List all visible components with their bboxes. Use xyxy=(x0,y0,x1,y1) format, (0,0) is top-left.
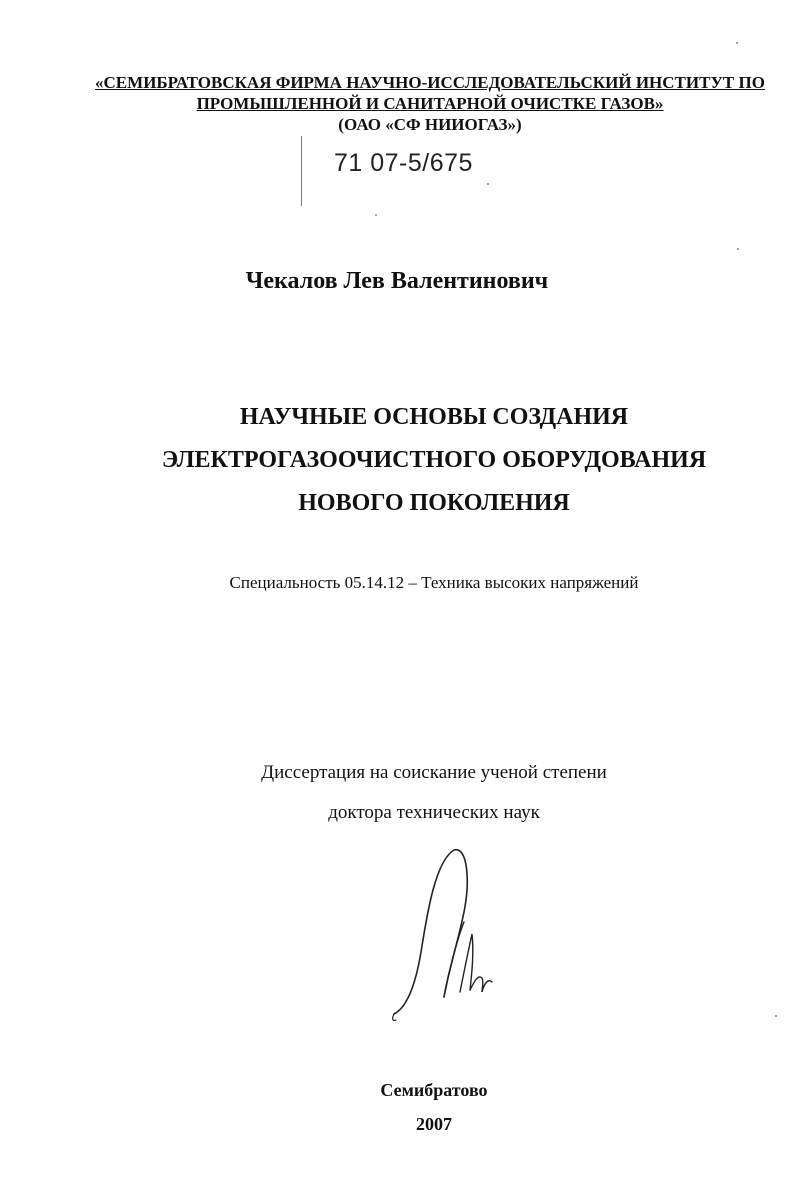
specialty-text: Специальность 05.14.12 – Техника высоких напряжений xyxy=(229,573,639,592)
signature-image xyxy=(386,842,496,1032)
stamp-margin-line xyxy=(301,136,302,206)
city-name: Семибратово xyxy=(380,1080,488,1100)
title-line-1: НАУЧНЫЕ ОСНОВЫ СОЗДАНИЯ xyxy=(239,404,629,430)
author-name: Чекалов Лев Валентинович xyxy=(245,268,549,294)
degree-line-1: Диссертация на соискание ученой степени xyxy=(261,762,607,783)
stamp-number: 71 07-5/675 xyxy=(334,149,473,177)
organization-abbreviation: (ОАО «СФ НИИОГАЗ») xyxy=(338,115,522,134)
degree-line-2: доктора технических наук xyxy=(328,802,540,823)
dissertation-title xyxy=(0,396,794,525)
organization-line-1: «СЕМИБРАТОВСКАЯ ФИРМА НАУЧНО-ИССЛЕДОВАТЕЛЬСКИЙ ИНСТИТУТ ПО xyxy=(95,73,765,92)
organization-line-2: ПРОМЫШЛЕННОЙ И САНИТАРНОЙ ОЧИСТКЕ ГАЗОВ» xyxy=(196,94,664,113)
title-line-2: ЭЛЕКТРОГАЗООЧИСТНОГО ОБОРУДОВАНИЯ xyxy=(161,447,707,473)
publication-year: 2007 xyxy=(416,1114,452,1134)
organization-header xyxy=(60,72,794,135)
scan-speck xyxy=(736,42,738,44)
scan-speck xyxy=(775,1015,777,1017)
scan-speck xyxy=(737,248,739,250)
degree-statement xyxy=(0,753,794,833)
scan-speck xyxy=(375,214,377,216)
title-line-3: НОВОГО ПОКОЛЕНИЯ xyxy=(298,490,570,516)
scan-speck xyxy=(487,183,489,185)
